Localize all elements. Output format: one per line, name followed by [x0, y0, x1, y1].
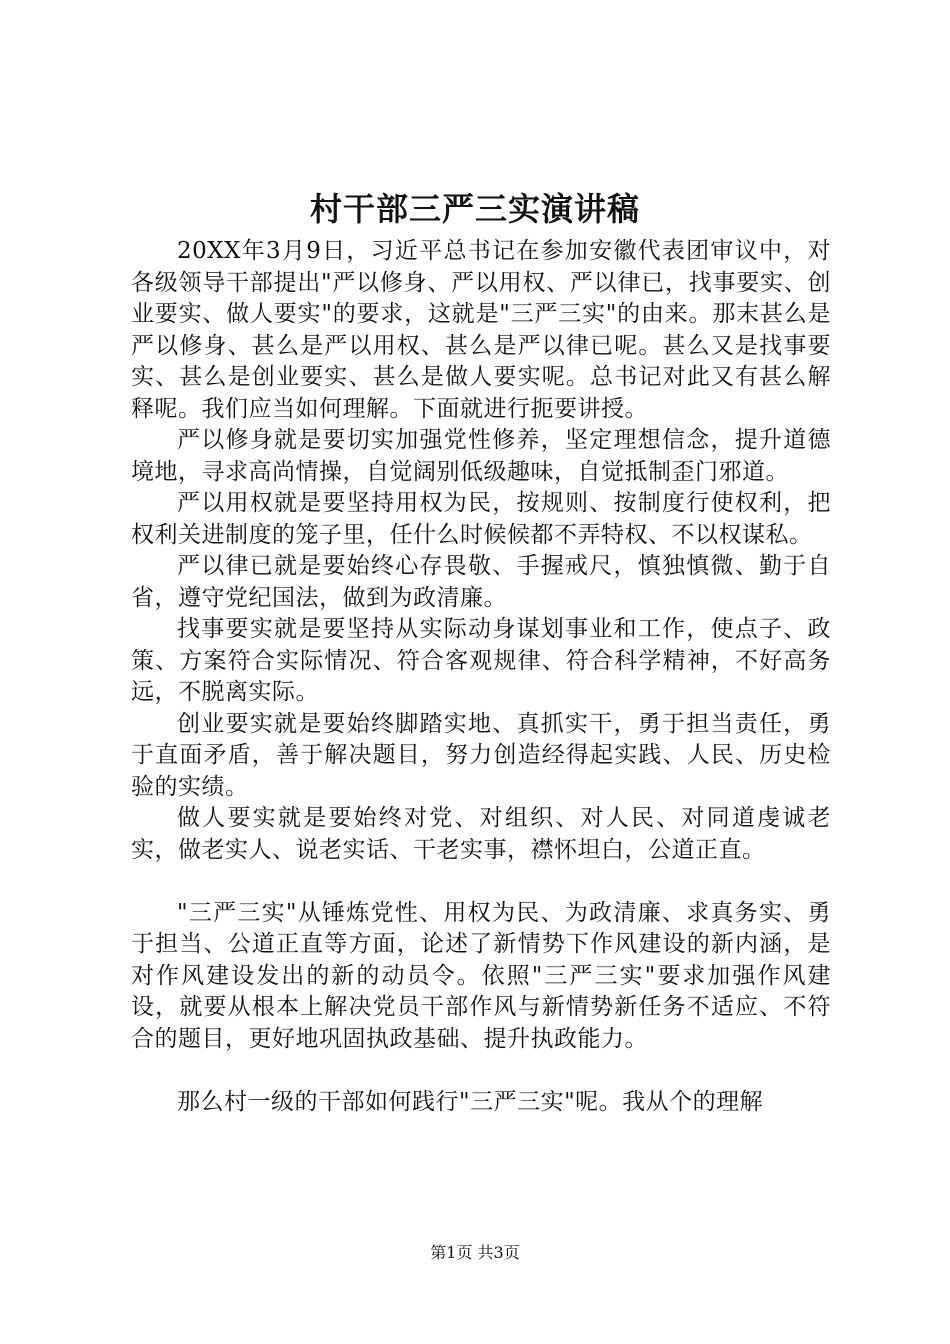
- document-body: [131, 236, 831, 1118]
- document-title: 村干部三严三实演讲稿: [309, 190, 640, 228]
- paragraph-practical-work: 创业要实就是要始终脚踏实地、真抓实干，勇于担当责任，勇于直面矛盾，善于解决题目，努力创造经得起实践、人民、历史检验的实绩。: [131, 710, 831, 800]
- paragraph-intro: 20XX年3月9日，习近平总书记在参加安徽代表团审议中，对各级领导干部提出"严以修身、严以用权、严以律已，找事要实、创业要实、做人要实"的要求，这就是"三严三实"的由来。那末甚么是严以修身、甚么是严以用权、甚么是严以律已呢。甚么又是找事要实、甚么是创业要实、甚么是做人要实呢。总书记对此又有甚么解释呢。我们应当如何理解。下面就进行扼要讲授。: [131, 238, 831, 422]
- paragraph-significance: "三严三实"从锤炼党性、用权为民、为政清廉、求真务实、勇于担当、公道正直等方面，论述了新情势下作风建设的新内涵，是对作风建设发出的新的动员令。依照"三严三实"要求加强作风建设，就要从根本上解决党员干部作风与新情势新任务不适应、不符合的题目，更好地巩固执政基础、提升执政能力。: [131, 899, 831, 1052]
- page-footer: 第1页 共3页: [430, 1243, 520, 1262]
- paragraph-self-cultivation: 严以修身就是要切实加强党性修养，坚定理想信念，提升道德境地，寻求高尚情操，自觉阔别低级趣味，自觉抵制歪门邪道。: [131, 427, 831, 485]
- paragraph-practical-planning: 找事要实就是要坚持从实际动身谋划事业和工作，使点子、政策、方案符合实际情况、符合客观规律、符合科学精神，不好高务远，不脱离实际。: [131, 616, 831, 705]
- paragraph-spacer: [131, 1055, 831, 1087]
- paragraph-self-discipline: 严以律已就是要始终心存畏敬、手握戒尺，慎独慎微、勤于自省，遵守党纪国法，做到为政清廉。: [131, 553, 831, 611]
- paragraph-use-of-power: 严以用权就是要坚持用权为民，按规则、按制度行使权利，把权利关进制度的笼子里，任什么时候候都不弄特权、不以权谋私。: [131, 490, 831, 548]
- paragraph-practical-conduct: 做人要实就是要始终对党、对组织、对人民、对同道虔诚老实，做老实人、说老实话、干老实事，襟怀坦白，公道正直。: [131, 805, 831, 863]
- paragraph-village-cadres: 那么村一级的干部如何践行"三严三实"呢。我从个的理解: [177, 1088, 764, 1115]
- paragraph-spacer: [131, 866, 831, 898]
